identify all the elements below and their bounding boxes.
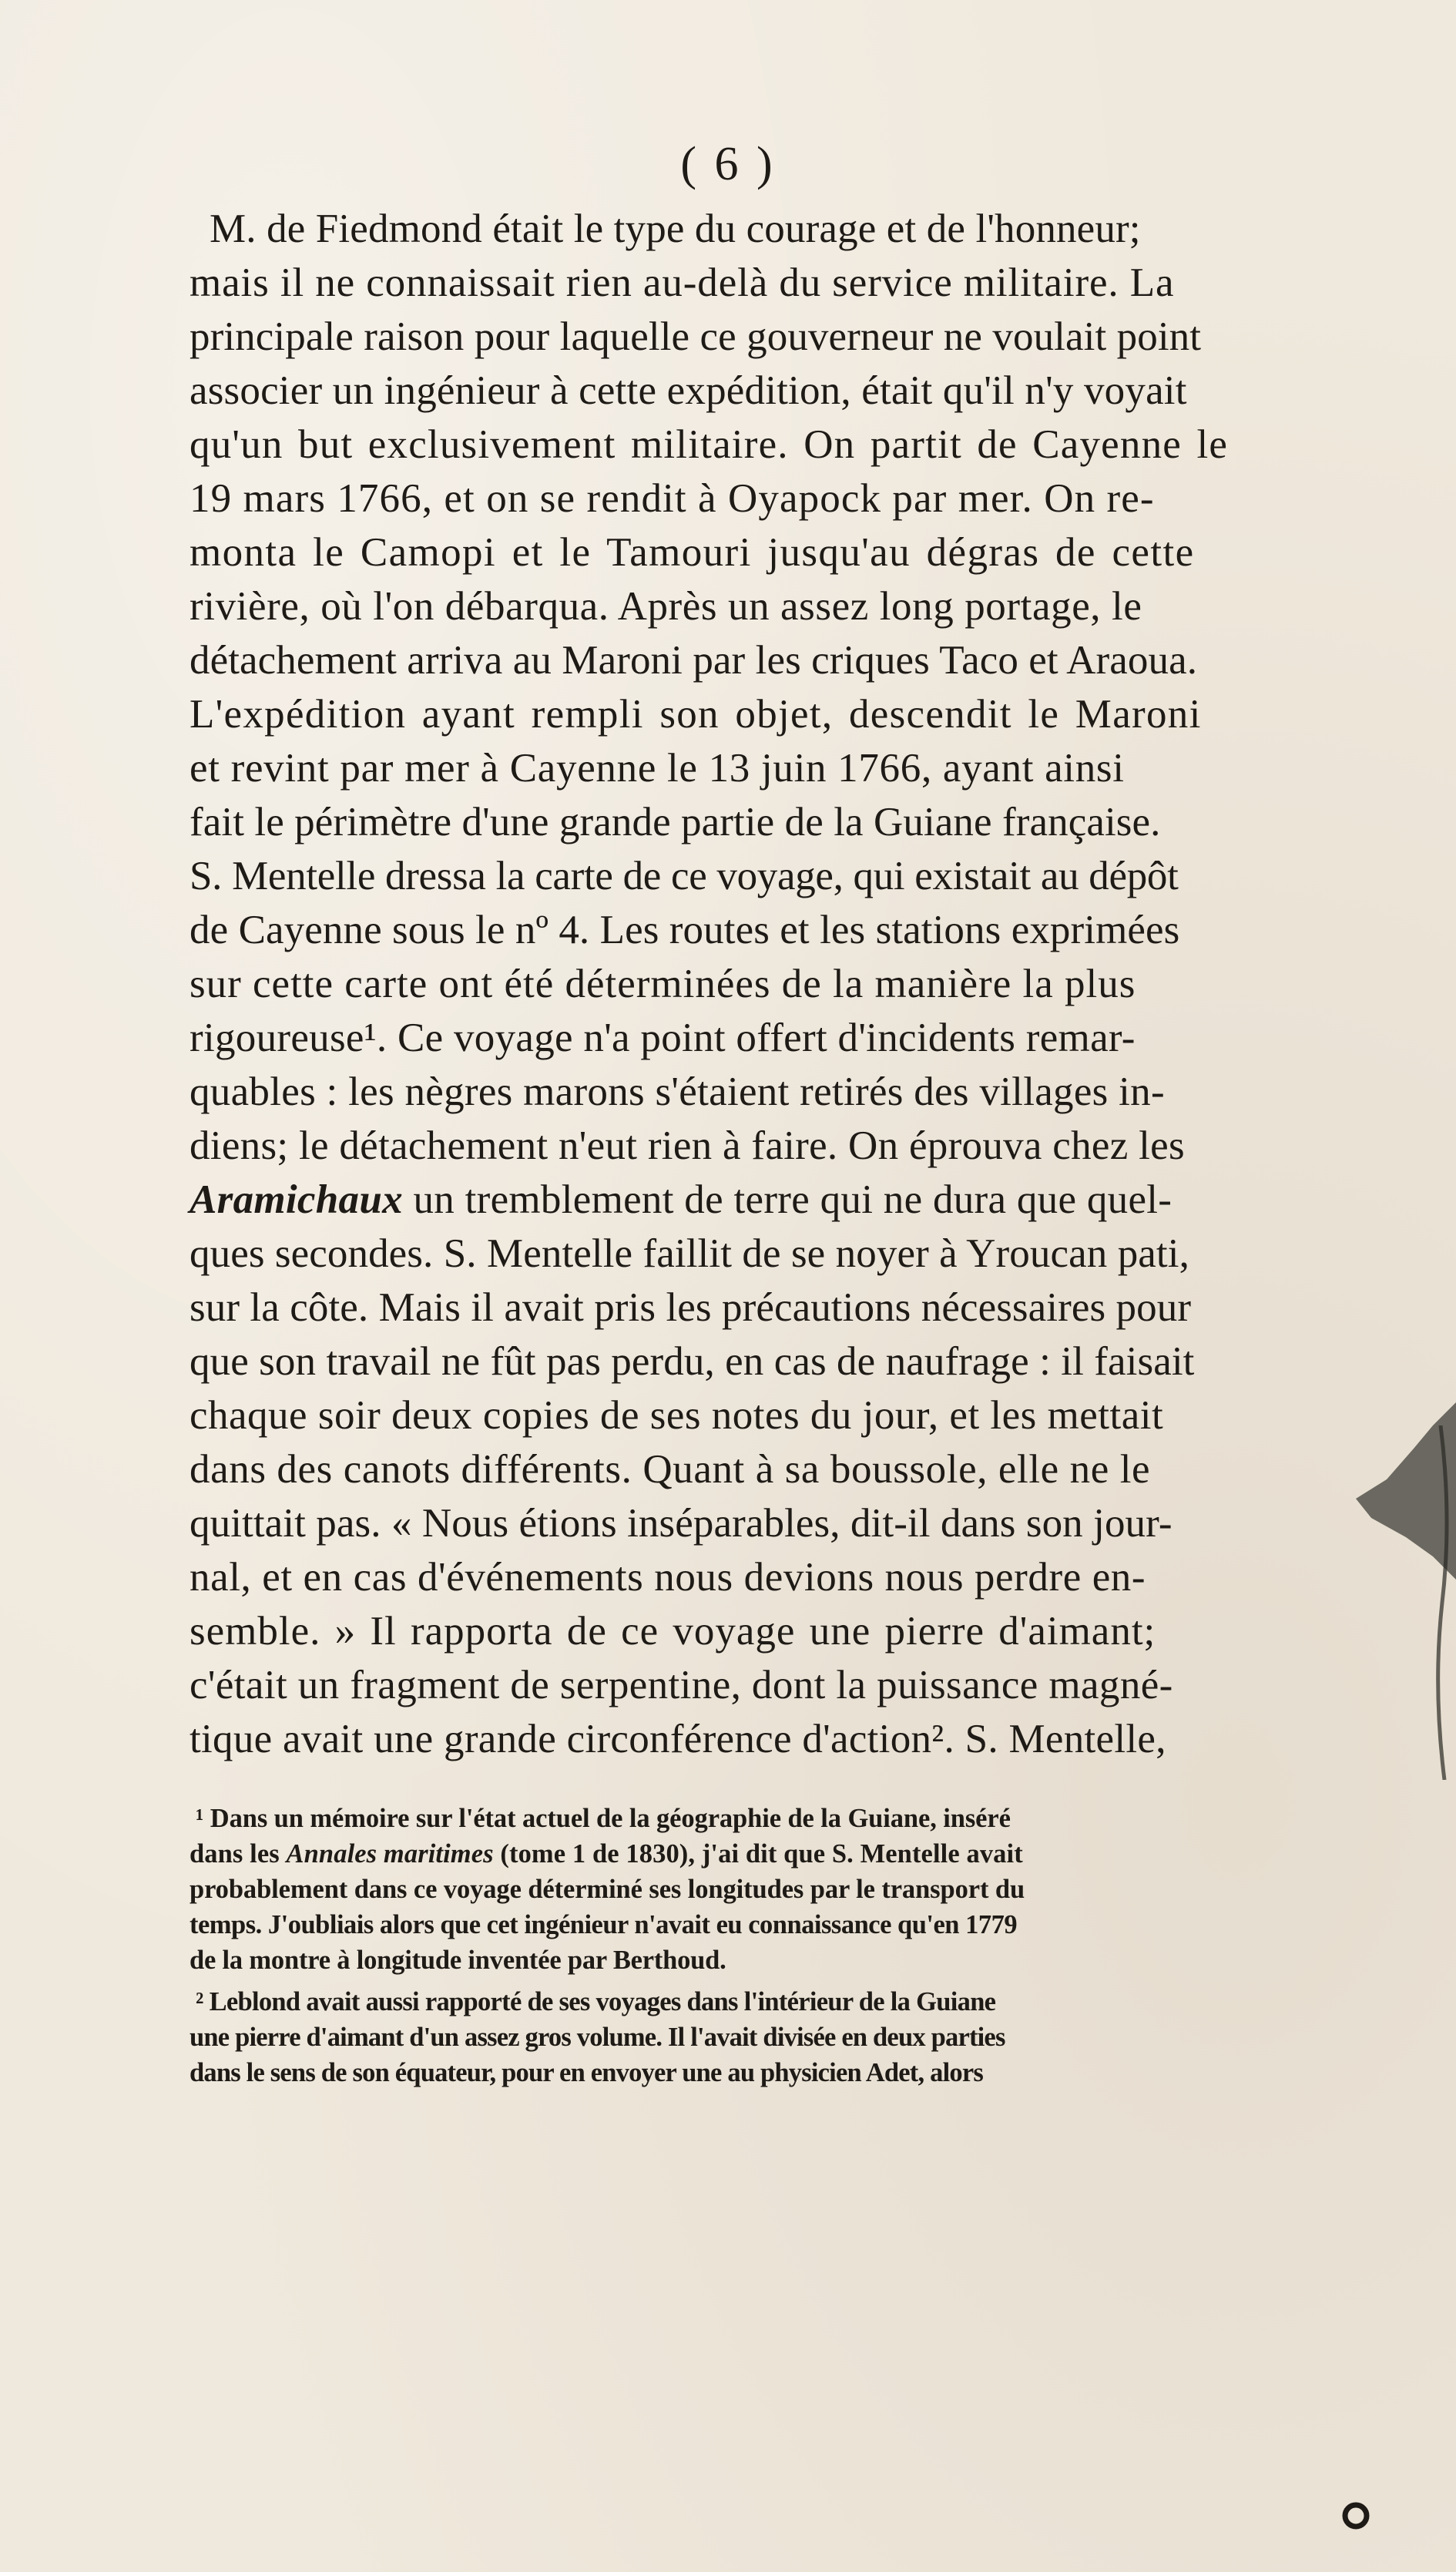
body-line: rivière, où l'on débarqua. Après un assez long portage, le <box>190 584 1142 629</box>
footnote-line-with-italic <box>190 1837 1023 1872</box>
body-line: fait le périmètre d'une grande partie de la Guiane française. <box>190 800 1161 844</box>
body-line: monta le Camopi et le Tamouri jusqu'au dégras de cette <box>190 530 1195 575</box>
body-line: semble. » Il rapporta de ce voyage une pierre d'aimant; <box>190 1609 1156 1654</box>
page-number: ( 6 ) <box>680 138 776 190</box>
body-line: quittait pas. « Nous étions inséparables, dit-il dans son jour- <box>190 1501 1173 1546</box>
body-line: 19 mars 1766, et on se rendit à Oyapock par mer. On re- <box>190 476 1155 521</box>
body-line: et revint par mer à Cayenne le 13 juin 1766, ayant ainsi <box>190 746 1125 791</box>
body-line: rigoureuse¹. Ce voyage n'a point offert d'incidents remar- <box>190 1016 1136 1060</box>
body-line: quables : les nègres marons s'étaient retirés des villages in- <box>190 1069 1165 1114</box>
body-line: tique avait une grande circonférence d'action². S. Mentelle, <box>190 1717 1166 1761</box>
body-line-rest: un tremblement de terre qui ne dura que quel- <box>402 1177 1173 1222</box>
body-line: diens; le détachement n'eut rien à faire. On éprouva chez les <box>190 1123 1185 1168</box>
italic-journal-title: Annales maritimes <box>286 1839 494 1869</box>
body-line: détachement arriva au Maroni par les criques Taco et Araoua. <box>190 638 1198 683</box>
footnote-after: (tome 1 de 1830), j'ai dit que S. Mentelle avait <box>493 1839 1023 1869</box>
body-line: chaque soir deux copies de ses notes du jour, et les mettait <box>190 1393 1164 1438</box>
page-fold-mark <box>1410 1425 1456 1780</box>
ink-dot-ornament <box>1340 2500 1371 2531</box>
footnote-line: temps. J'oubliais alors que cet ingénieur n'avait eu connaissance qu'en 1779 <box>190 1910 1018 1939</box>
body-line: ques secondes. S. Mentelle faillit de se noyer à Yroucan pati, <box>190 1231 1189 1276</box>
body-line: L'expédition ayant rempli son objet, descendit le Maroni <box>190 692 1202 737</box>
body-line: c'était un fragment de serpentine, dont la puissance magné- <box>190 1663 1173 1707</box>
body-line: principale raison pour laquelle ce gouverneur ne voulait point <box>190 314 1202 359</box>
body-line: mais il ne connaissait rien au-delà du service militaire. La <box>190 260 1175 305</box>
body-line: que son travail ne fût pas perdu, en cas de naufrage : il faisait <box>190 1339 1195 1384</box>
footnote-line: dans le sens de son équateur, pour en envoyer une au physicien Adet, alors <box>190 2058 983 2087</box>
body-line: M. de Fiedmond était le type du courage et de l'honneur; <box>210 206 1141 251</box>
footnote-line: ¹ Dans un mémoire sur l'état actuel de la géographie de la Guiane, inséré <box>196 1804 1011 1833</box>
footnote-line: de la montre à longitude inventée par Berthoud. <box>190 1946 726 1975</box>
footnote-line: ² Leblond avait aussi rapporté de ses voyages dans l'intérieur de la Guiane <box>196 1987 996 2016</box>
body-line: sur la côte. Mais il avait pris les précautions nécessaires pour <box>190 1285 1192 1330</box>
body-line: sur cette carte ont été déterminées de la manière la plus <box>190 962 1136 1006</box>
body-line: S. Mentelle dressa la carte de ce voyage, qui existait au dépôt <box>190 854 1179 898</box>
footnote-line: une pierre d'aimant d'un assez gros volume. Il l'avait divisée en deux parties <box>190 2023 1005 2052</box>
body-line: qu'un but exclusivement militaire. On partit de Cayenne le <box>190 422 1229 467</box>
body-line: nal, et en cas d'événements nous devions nous perdre en- <box>190 1555 1146 1600</box>
body-line: dans des canots différents. Quant à sa boussole, elle ne le <box>190 1447 1151 1492</box>
body-line-with-italic <box>190 1173 1172 1227</box>
footnote-before: dans les <box>190 1839 287 1869</box>
italic-place-name: Aramichaux <box>190 1177 403 1222</box>
body-line: associer un ingénieur à cette expédition, était qu'il n'y voyait <box>190 368 1187 413</box>
footnote-line: probablement dans ce voyage déterminé ses longitudes par le transport du <box>190 1875 1025 1904</box>
body-line: de Cayenne sous le nº 4. Les routes et les stations exprimées <box>190 908 1180 952</box>
